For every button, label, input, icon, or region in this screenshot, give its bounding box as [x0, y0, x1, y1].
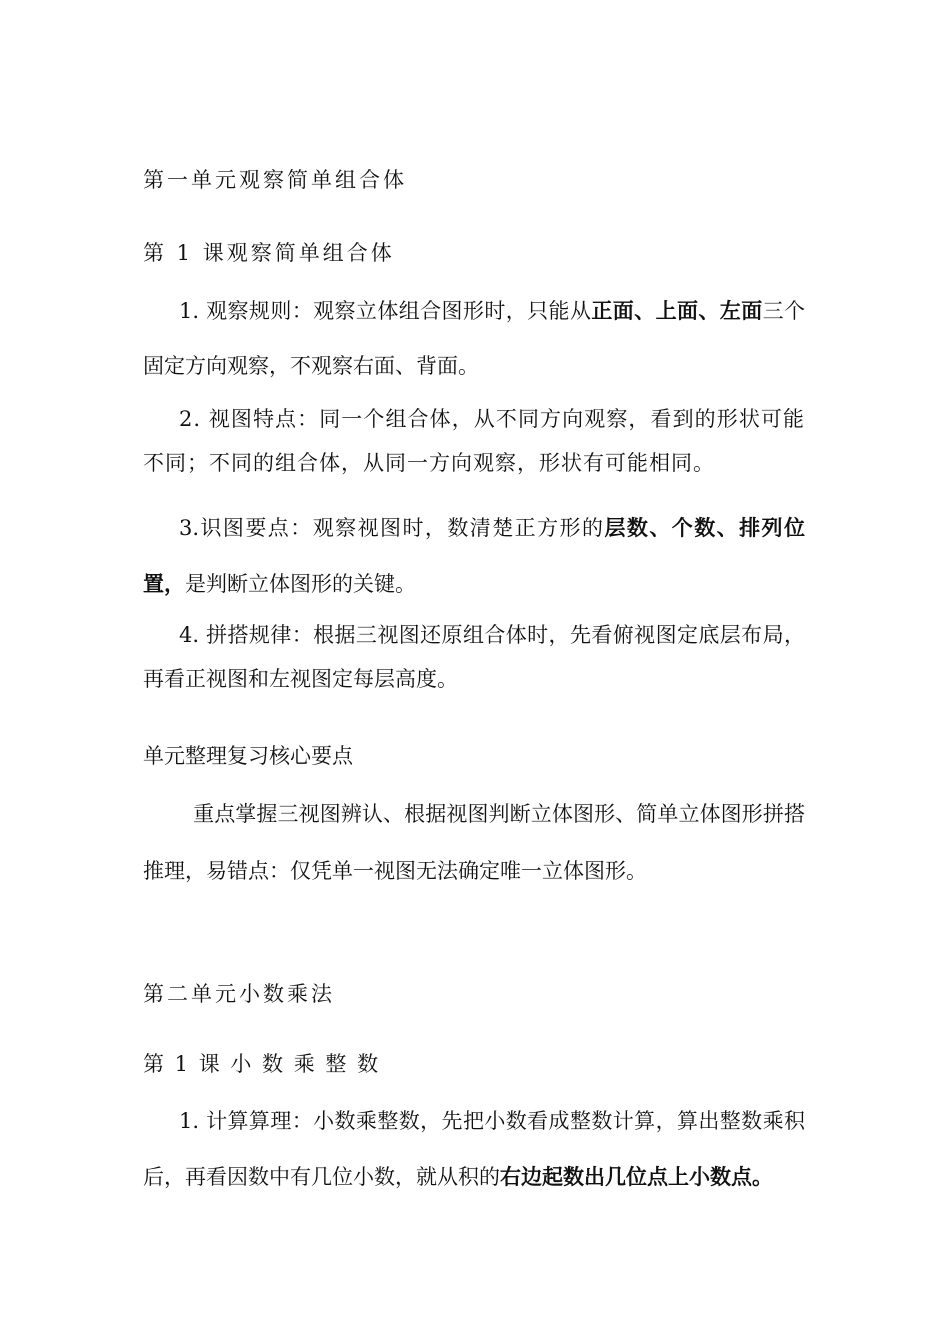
p1-text-a: 1. 观察规则：观察立体组合图形时，只能从 — [179, 299, 592, 323]
p3-text-c: 是判断立体图形的关键。 — [185, 572, 416, 596]
unit1-paragraph-1 — [143, 283, 805, 394]
unit1-title: 第一单元观察简单组合体 — [143, 168, 407, 192]
p1-text-bold: 正面、上面、左面 — [591, 298, 763, 323]
u2p1-text-bold: 右边起数出几位点上小数点。 — [500, 1164, 773, 1189]
unit2-title: 第二单元小数乘法 — [143, 982, 335, 1006]
p3-text-bold: 层数、个数、排列位置， — [143, 515, 805, 596]
u2p1-text-a: 1. 计算算理：小数乘整数，先把小数看成整数计算，算出整数乘积后，再看因数中有几位小数，就从积的 — [143, 1109, 805, 1189]
review-title: 单元整理复习核心要点 — [143, 744, 353, 768]
p3-text-a: 3.识图要点：观察视图时，数清楚正方形的 — [179, 516, 605, 540]
p1-text-c: 三个固定方向观察，不观察右面、背面。 — [143, 299, 806, 378]
p2-text: 2. 视图特点：同一个组合体，从不同方向观察，看到的形状可能不同；不同的组合体，从同一方向观察，形状有可能相同。 — [143, 407, 805, 475]
review-text: 重点掌握三视图辨认、根据视图判断立体图形、简单立体图形拼搭推理，易错点：仅凭单一视图无法确定唯一立体图形。 — [143, 802, 805, 883]
unit1-paragraph-3 — [143, 500, 805, 612]
unit2-lesson-title: 第 1 课 小 数 乘 整 数 — [143, 1052, 379, 1076]
review-paragraph — [143, 786, 805, 900]
unit1-lesson-title: 第 1 课观察简单组合体 — [143, 241, 395, 265]
unit2-paragraph-1 — [143, 1094, 805, 1205]
unit1-paragraph-2 — [143, 397, 805, 485]
p4-text: 4. 拼搭规律：根据三视图还原组合体时，先看俯视图定底层布局，再看正视图和左视图定每层高度。 — [143, 623, 805, 691]
unit1-paragraph-4 — [143, 613, 805, 701]
